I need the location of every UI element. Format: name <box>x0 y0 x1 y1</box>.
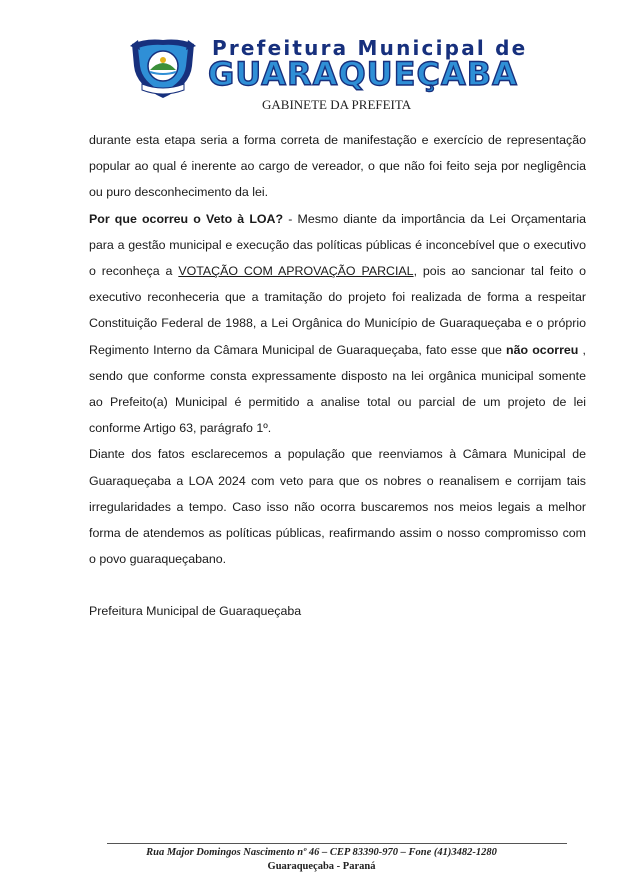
footer-divider <box>107 843 567 844</box>
paragraph-veto-question <box>89 206 586 442</box>
letterhead <box>0 0 643 120</box>
letterhead-subtitle: GABINETE DA PREFEITA <box>262 97 412 112</box>
document-body <box>89 127 586 625</box>
paragraph-text: , sendo que conforme consta expressamente disposto na lei orgânica municipal somente ao Prefeito(a) Municipal é permitido a analise total ou parcial de um projeto de lei conforme Artigo 63, parágrafo 1º. <box>89 342 586 436</box>
footer-address: Rua Major Domingos Nascimento nº 46 – CEP 83390-970 – Fone (41)3482-1280 <box>146 847 497 858</box>
paragraph-text: - Mesmo diante da importância da Lei Orçamentaria para a gestão municipal e execução das políticas públicas é inconcebível que o executivo o reconheça a <box>89 211 586 279</box>
letterhead-title-line2: GUARAQUEÇABA <box>208 55 518 93</box>
footer-city: Guaraqueçaba - Paraná <box>267 861 376 872</box>
paragraph-text: , pois ao sancionar tal feito o executivo reconheceria que a tramitação do projeto foi realizada de forma a respeitar Constituição Federal de 1988, a Lei Orgânica do Município de Guaraqueçaba e o próprio Regimento Interno da Câmara Municipal de Guaraqueçaba, fato esse que <box>89 264 586 357</box>
municipal-coat-of-arms-icon <box>128 36 198 100</box>
bold-text: não ocorreu <box>506 342 579 357</box>
signature-line: Prefeitura Municipal de Guaraqueçaba <box>89 604 302 619</box>
underlined-text: VOTAÇÃO COM APROVAÇÃO PARCIAL <box>178 264 414 279</box>
paragraph-continuation: durante esta etapa seria a forma correta de manifestação e exercício de representação popular ao qual é inerente ao cargo de vereador, o que não foi feito seja por negligência ou puro desconhecimento da lei. <box>89 133 586 200</box>
question-heading: Por que ocorreu o Veto à LOA? <box>89 211 284 226</box>
letterhead-title-line1: Prefeitura Municipal de <box>212 36 528 60</box>
paragraph-conclusion: Diante dos fatos esclarecemos a população que reenviamos à Câmara Municipal de Guaraqueçaba a LOA 2024 com veto para que os nobres o reanalisem e corrijam tais irregularidades a tempo. Caso isso não ocorra buscaremos nos meios legais a melhor forma de atendemos as políticas públicas, reafirmando assim o nosso compromisso com o povo guaraqueçabano. <box>89 447 586 567</box>
